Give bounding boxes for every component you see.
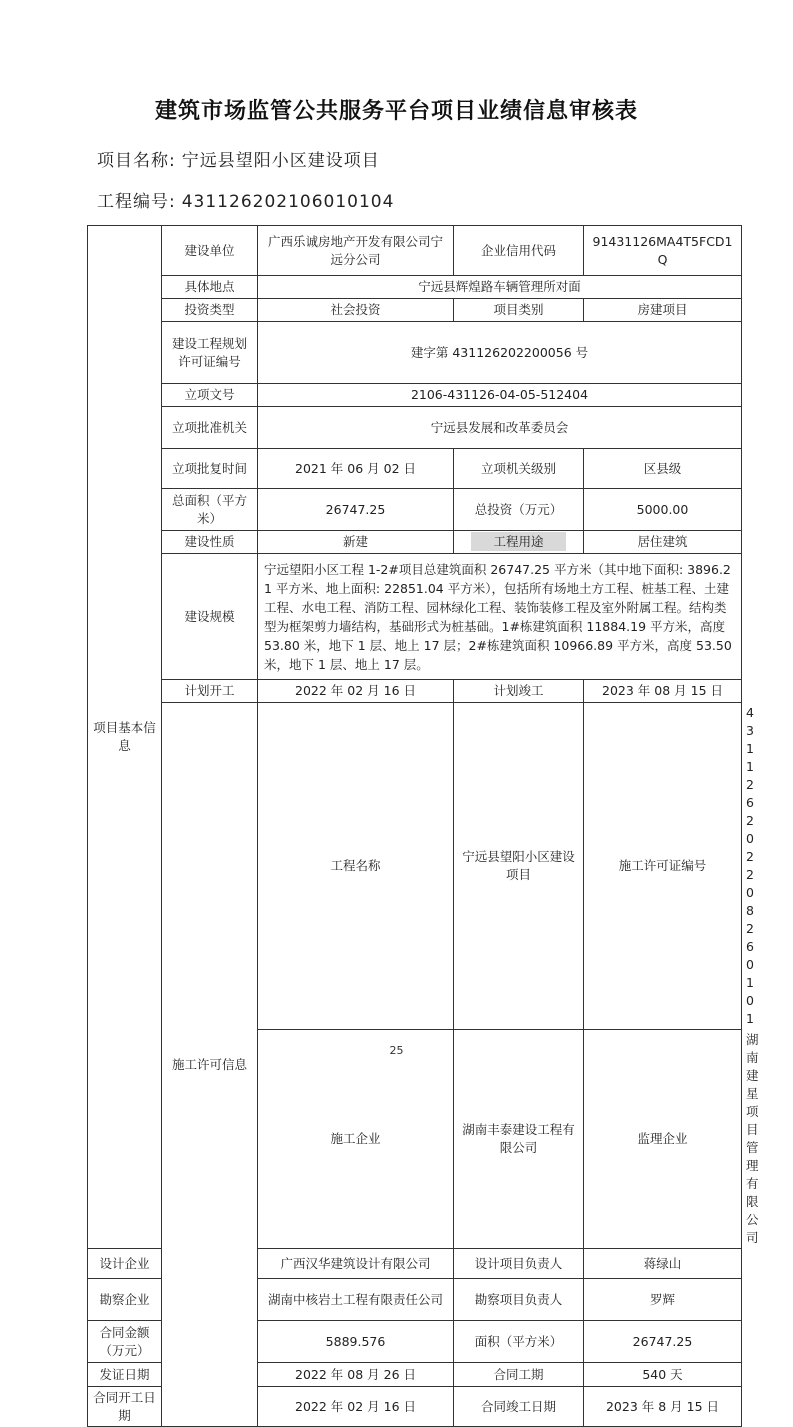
page-number: 25 [389, 1044, 404, 1057]
table-row [88, 384, 742, 407]
builder-label: 建设单位 [162, 226, 258, 276]
org-level-value: 区县级 [584, 449, 742, 489]
nature-label: 建设性质 [162, 531, 258, 554]
builder-value: 广西乐诚房地产开发有限公司宁远分公司 [258, 226, 454, 276]
project-name-label: 项目名称: [97, 151, 176, 171]
contract-amount-label: 合同金额（万元） [88, 1321, 162, 1363]
contract-end-value: 2023 年 8 月 15 日 [584, 1387, 742, 1427]
permit-area-label: 面积（平方米） [454, 1321, 584, 1363]
table-row [88, 407, 742, 449]
permit-project-label: 工程名称 [258, 703, 454, 1030]
planning-permit-label: 建设工程规划许可证编号 [162, 322, 258, 384]
plan-end-label: 计划竣工 [454, 680, 584, 703]
investment-label: 总投资（万元） [454, 489, 584, 531]
duration-label: 合同工期 [454, 1363, 584, 1387]
plan-start-value: 2022 年 02 月 16 日 [258, 680, 454, 703]
table-row [88, 322, 742, 384]
invest-type-label: 投资类型 [162, 299, 258, 322]
table-row [88, 226, 742, 276]
supervisor-label: 监理企业 [584, 1030, 742, 1249]
designer-label: 设计企业 [88, 1249, 162, 1279]
project-code-label: 工程编号: [97, 192, 176, 212]
scale-label: 建设规模 [162, 554, 258, 680]
location-value: 宁远县辉煌路车辆管理所对面 [258, 276, 742, 299]
usage-label: 工程用途 [471, 532, 565, 551]
investment-value: 5000.00 [584, 489, 742, 531]
table-row [88, 299, 742, 322]
section-basic-label: 项目基本信息 [88, 226, 162, 1249]
table-row [88, 531, 742, 554]
table-row: 施工企业 湖南丰泰建设工程有限公司 监理企业 湖南建星项目管理有限公司 [88, 1030, 742, 1249]
usage-value: 居住建筑 [584, 531, 742, 554]
issue-date-value: 2022 年 08 月 26 日 [258, 1363, 454, 1387]
designer-value: 广西汉华建筑设计有限公司 [258, 1249, 454, 1279]
usage-label-cell [454, 531, 584, 554]
approval-no-label: 立项文号 [162, 384, 258, 407]
table-row [88, 449, 742, 489]
invest-type-value: 社会投资 [258, 299, 454, 322]
table-row: 施工许可信息 工程名称 宁远县望阳小区建设项目 施工许可证编号 431126202208260101 [88, 703, 742, 1030]
approval-no-value: 2106-431126-04-05-512404 [258, 384, 742, 407]
location-label: 具体地点 [162, 276, 258, 299]
plan-start-label: 计划开工 [162, 680, 258, 703]
survey-lead-value: 罗辉 [584, 1279, 742, 1321]
credit-label: 企业信用代码 [454, 226, 584, 276]
org-level-label: 立项机关级别 [454, 449, 584, 489]
approval-date-value: 2021 年 06 月 02 日 [258, 449, 454, 489]
info-table [87, 225, 759, 1427]
contract-end-label: 合同竣工日期 [454, 1387, 584, 1427]
contract-amount-value: 5889.576 [258, 1321, 454, 1363]
section-permit-label: 施工许可信息 [162, 703, 258, 1427]
project-code-value: 431126202106010104 [181, 192, 395, 212]
survey-value: 湖南中核岩土工程有限责任公司 [258, 1279, 454, 1321]
area-label: 总面积（平方米） [162, 489, 258, 531]
survey-label: 勘察企业 [88, 1279, 162, 1321]
plan-end-value: 2023 年 08 月 15 日 [584, 680, 742, 703]
approval-org-value: 宁远县发展和改革委员会 [258, 407, 742, 449]
approval-date-label: 立项批复时间 [162, 449, 258, 489]
credit-value: 91431126MA4T5FCD1Q [584, 226, 742, 276]
design-lead-label: 设计项目负责人 [454, 1249, 584, 1279]
permit-project-value: 宁远县望阳小区建设项目 [454, 703, 584, 1030]
category-value: 房建项目 [584, 299, 742, 322]
table-row [88, 489, 742, 531]
duration-value: 540 天 [584, 1363, 742, 1387]
category-label: 项目类别 [454, 299, 584, 322]
planning-permit-value: 建字第 431126202200056 号 [258, 322, 742, 384]
contract-start-value: 2022 年 02 月 16 日 [258, 1387, 454, 1427]
approval-org-label: 立项批准机关 [162, 407, 258, 449]
nature-value: 新建 [258, 531, 454, 554]
project-name-row [97, 146, 380, 171]
table-row [88, 276, 742, 299]
permit-area-value: 26747.25 [584, 1321, 742, 1363]
table-row [88, 680, 742, 703]
table-row [88, 554, 742, 680]
contractor-value: 湖南丰泰建设工程有限公司 [454, 1030, 584, 1249]
page-title: 建筑市场监管公共服务平台项目业绩信息审核表 [154, 98, 638, 124]
design-lead-value: 蒋绿山 [584, 1249, 742, 1279]
area-value: 26747.25 [258, 489, 454, 531]
project-name-value: 宁远县望阳小区建设项目 [181, 151, 380, 171]
contract-start-label: 合同开工日期 [88, 1387, 162, 1427]
scale-value: 宁远望阳小区工程 1-2#项目总建筑面积 26747.25 平方米（其中地下面积: 3896.21 平方米、地上面积: 22851.04 平方米），包括所有场地土方工程、桩基工程、土建工程、水电工程、消防工程、园林绿化工程、装饰装修工程及室外附属工程。结构类型为框架剪力墙结构，基础形式为桩基础。1#栋建筑面积 11884.19 平方米，高度 53.80 米，地下 1 层、地上 17 层；2#栋建筑面积 10966.89 平方米，高度 53.50 米，地下 1 层、地上 17 层。 [258, 554, 742, 680]
permit-no-label: 施工许可证编号 [584, 703, 742, 1030]
survey-lead-label: 勘察项目负责人 [454, 1279, 584, 1321]
issue-date-label: 发证日期 [88, 1363, 162, 1387]
contractor-label: 施工企业 [258, 1030, 454, 1249]
project-code-row [97, 187, 394, 212]
